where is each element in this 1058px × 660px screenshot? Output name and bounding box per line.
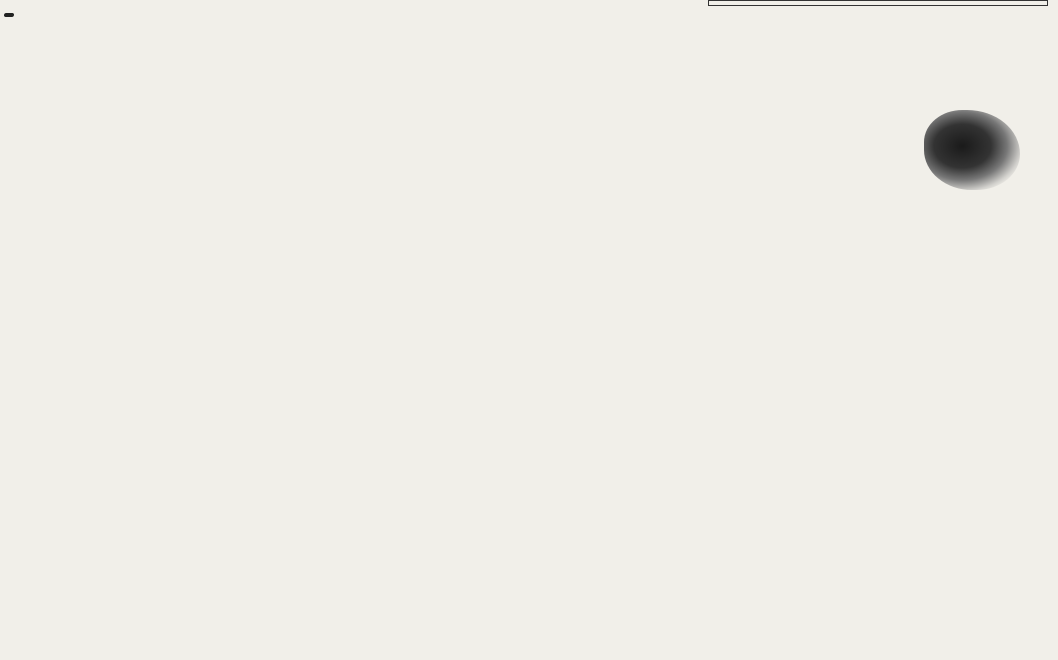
header bbox=[4, 2, 352, 28]
dialogue-options-box bbox=[708, 0, 1048, 6]
column-1 bbox=[4, 0, 352, 660]
column-2 bbox=[360, 0, 692, 660]
brand-logo bbox=[4, 13, 14, 17]
column-3 bbox=[700, 0, 1054, 660]
